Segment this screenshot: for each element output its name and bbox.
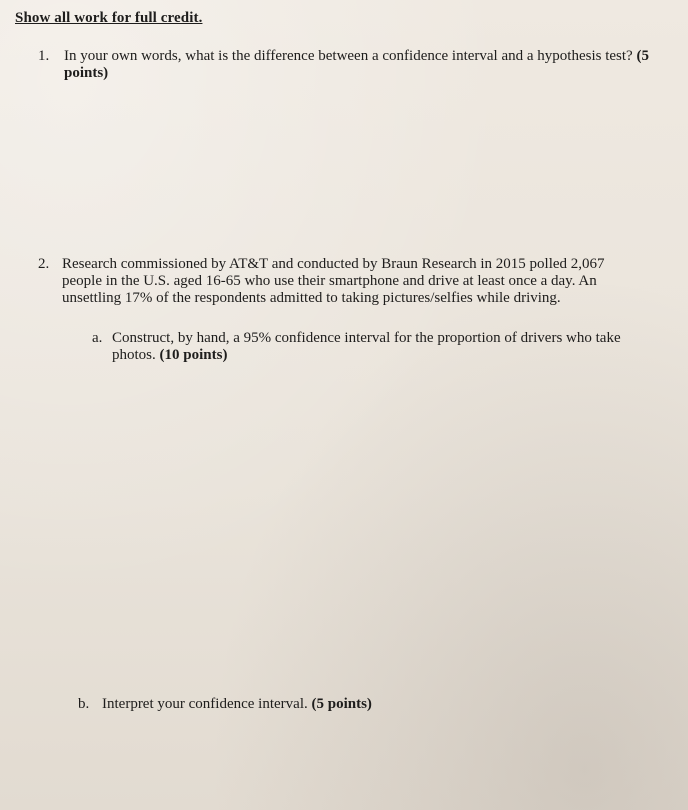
- part-text: [112, 330, 647, 364]
- part-prompt: Construct, by hand, a 95% confidence interval for the proportion of drivers who take photos.: [112, 330, 621, 363]
- part-letter: b.: [78, 696, 90, 712]
- part-text: [102, 696, 602, 713]
- question-number: 2.: [38, 256, 50, 272]
- question-number: 1.: [38, 48, 50, 64]
- points-label: (5 points): [311, 696, 372, 712]
- points-label: (10 points): [159, 347, 228, 363]
- question-1: [38, 48, 678, 88]
- points-label: (5 points): [64, 48, 649, 81]
- question-2b: [78, 696, 638, 716]
- instructions-heading: Show all work for full credit.: [15, 10, 203, 26]
- question-prompt: In your own words, what is the difference between a confidence interval and a hypothesis test?: [64, 48, 633, 64]
- question-2a: [92, 330, 652, 370]
- part-prompt: Interpret your confidence interval.: [102, 696, 308, 712]
- part-letter: a.: [92, 330, 103, 346]
- question-text: Research commissioned by AT&T and conducted by Braun Research in 2015 polled 2,067 people in the U.S. aged 16-65 who use their smartphone and drive at least once a day. An unsettling 17% of the respondents admitted to taking pictures/selfies while driving.: [62, 256, 605, 306]
- question-text: [64, 48, 669, 82]
